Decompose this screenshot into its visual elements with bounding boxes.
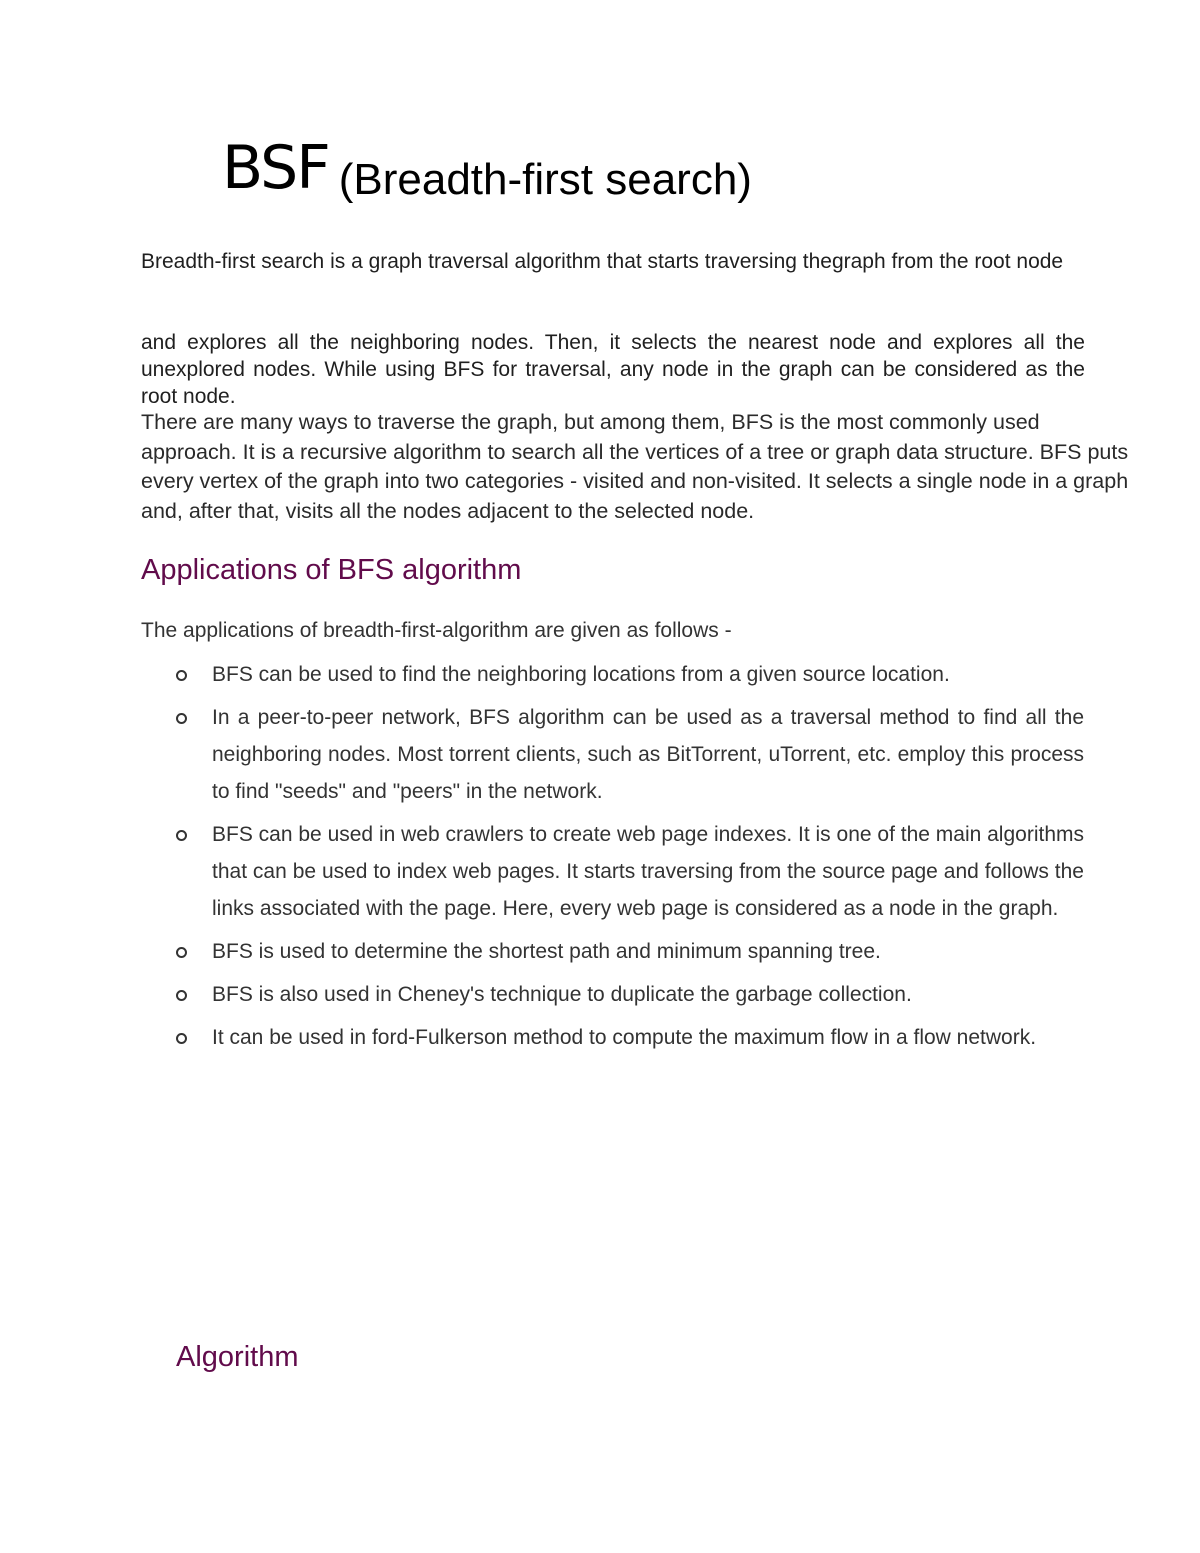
list-item-text: In a peer-to-peer network, BFS algorithm can be used as a traversal method to find all the neighboring nodes. Most torrent clients, such as BitTorrent, uTorrent, etc. employ this process to find "seeds" and "peers" in the network. (212, 706, 1084, 803)
list-item (176, 1019, 1084, 1056)
list-item-text: It can be used in ford-Fulkerson method to compute the maximum flow in a flow network. (212, 1026, 1037, 1049)
list-item-text: BFS is used to determine the shortest path and minimum spanning tree. (212, 940, 881, 963)
title-acronym: BSF (222, 133, 329, 203)
list-item (176, 976, 1084, 1013)
intro-paragraph-2: and explores all the neighboring nodes. Then, it selects the nearest node and explores all the unexplored nodes. While using BFS for traversal, any node in the graph can be considered as the root node. (141, 331, 1085, 408)
list-item (176, 933, 1084, 970)
circle-bullet-icon (176, 830, 187, 841)
intro-paragraph-1: Breadth-first search is a graph traversal algorithm that starts traversing thegraph from the root node (141, 250, 1064, 273)
circle-bullet-icon (176, 1033, 187, 1044)
algorithm-heading: Algorithm (176, 1341, 299, 1373)
list-item (176, 656, 1084, 693)
circle-bullet-icon (176, 990, 187, 1001)
page-title (222, 133, 752, 204)
circle-bullet-icon (176, 713, 187, 724)
intro-paragraph-3: There are many ways to traverse the graph, but among them, BFS is the most commonly used approach. It is a recursive algorithm to search all the vertices of a tree or graph data structure. BFS puts every vertex of the graph into two categories - visited and non-visited. It selects a single node in a graph and, after that, visits all the nodes adjacent to the selected node. (141, 410, 1129, 523)
list-item (176, 816, 1084, 927)
list-item-text: BFS can be used in web crawlers to create web page indexes. It is one of the main algorithms that can be used to index web pages. It starts traversing from the source page and follows the links associated with the page. Here, every web page is considered as a node in the graph. (212, 823, 1084, 920)
circle-bullet-icon (176, 947, 187, 958)
circle-bullet-icon (176, 670, 187, 681)
applications-intro: The applications of breadth-first-algorithm are given as follows - (141, 619, 732, 642)
list-item-text: BFS can be used to find the neighboring locations from a given source location. (212, 663, 950, 686)
list-item-text: BFS is also used in Cheney's technique to duplicate the garbage collection. (212, 983, 912, 1006)
applications-list (176, 656, 1084, 1062)
title-full: (Breadth-first search) (338, 155, 752, 204)
list-item (176, 699, 1084, 810)
applications-heading: Applications of BFS algorithm (141, 554, 522, 586)
